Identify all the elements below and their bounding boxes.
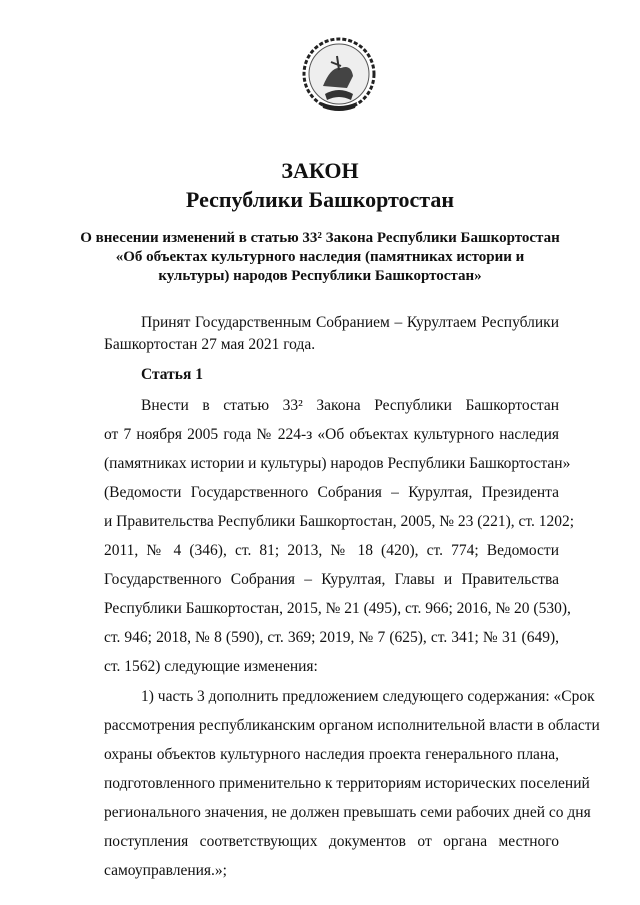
item1-line: охраны объектов культурного наследия проекта генерального плана,	[104, 746, 559, 763]
adoption-line: Принят Государственным Собранием – Курултаем Республики	[141, 314, 559, 331]
article-line: (памятниках истории и культуры) народов Республики Башкортостан»	[104, 455, 571, 472]
article-title: Статья 1	[141, 366, 203, 383]
item1-line: 1) часть 3 дополнить предложением следующего содержания: «Срок	[141, 688, 595, 705]
article-line: и Правительства Республики Башкортостан, 2005, № 23 (221), ст. 1202;	[104, 513, 575, 530]
adoption-line: Башкортостан 27 мая 2021 года.	[104, 336, 316, 353]
item1-line: регионального значения, не должен превышать семи рабочих дней со дня	[104, 804, 591, 821]
article-line: Республики Башкортостан, 2015, № 21 (495), ст. 966; 2016, № 20 (530),	[104, 600, 571, 617]
article-line: от 7 ноября 2005 года № 224-з «Об объектах культурного наследия	[104, 426, 559, 443]
item1-line: самоуправления.»;	[104, 862, 227, 879]
bashkortostan-emblem-icon	[301, 36, 377, 114]
item1-line: рассмотрения республиканским органом исполнительной власти в области	[104, 717, 600, 734]
article-line: ст. 946; 2018, № 8 (590), ст. 369; 2019, № 7 (625), ст. 341; № 31 (649),	[104, 629, 559, 646]
heading-line: «Об объектах культурного наследия (памятниках истории и	[115, 249, 525, 265]
article-line: Внести в статью 33² Закона Республики Башкортостан	[141, 397, 559, 414]
law-title: ЗАКОН	[281, 158, 359, 183]
article-line: 2011, № 4 (346), ст. 81; 2013, № 18 (420), ст. 774; Ведомости	[104, 542, 559, 559]
heading-line: культуры) народов Республики Башкортостан»	[158, 268, 482, 284]
heading-line: О внесении изменений в статью 33² Закона Республики Башкортостан	[80, 230, 560, 246]
item1-line: подготовленного применительно к территориям исторических поселений	[104, 775, 590, 792]
item1-line: поступления соответствующих документов от органа местного	[104, 833, 559, 850]
article-line: Государственного Собрания – Курултая, Главы и Правительства	[104, 571, 559, 588]
article-line: ст. 1562) следующие изменения:	[104, 658, 318, 675]
article-line: (Ведомости Государственного Собрания – Курултая, Президента	[104, 484, 559, 501]
law-subtitle: Республики Башкортостан	[185, 187, 455, 212]
